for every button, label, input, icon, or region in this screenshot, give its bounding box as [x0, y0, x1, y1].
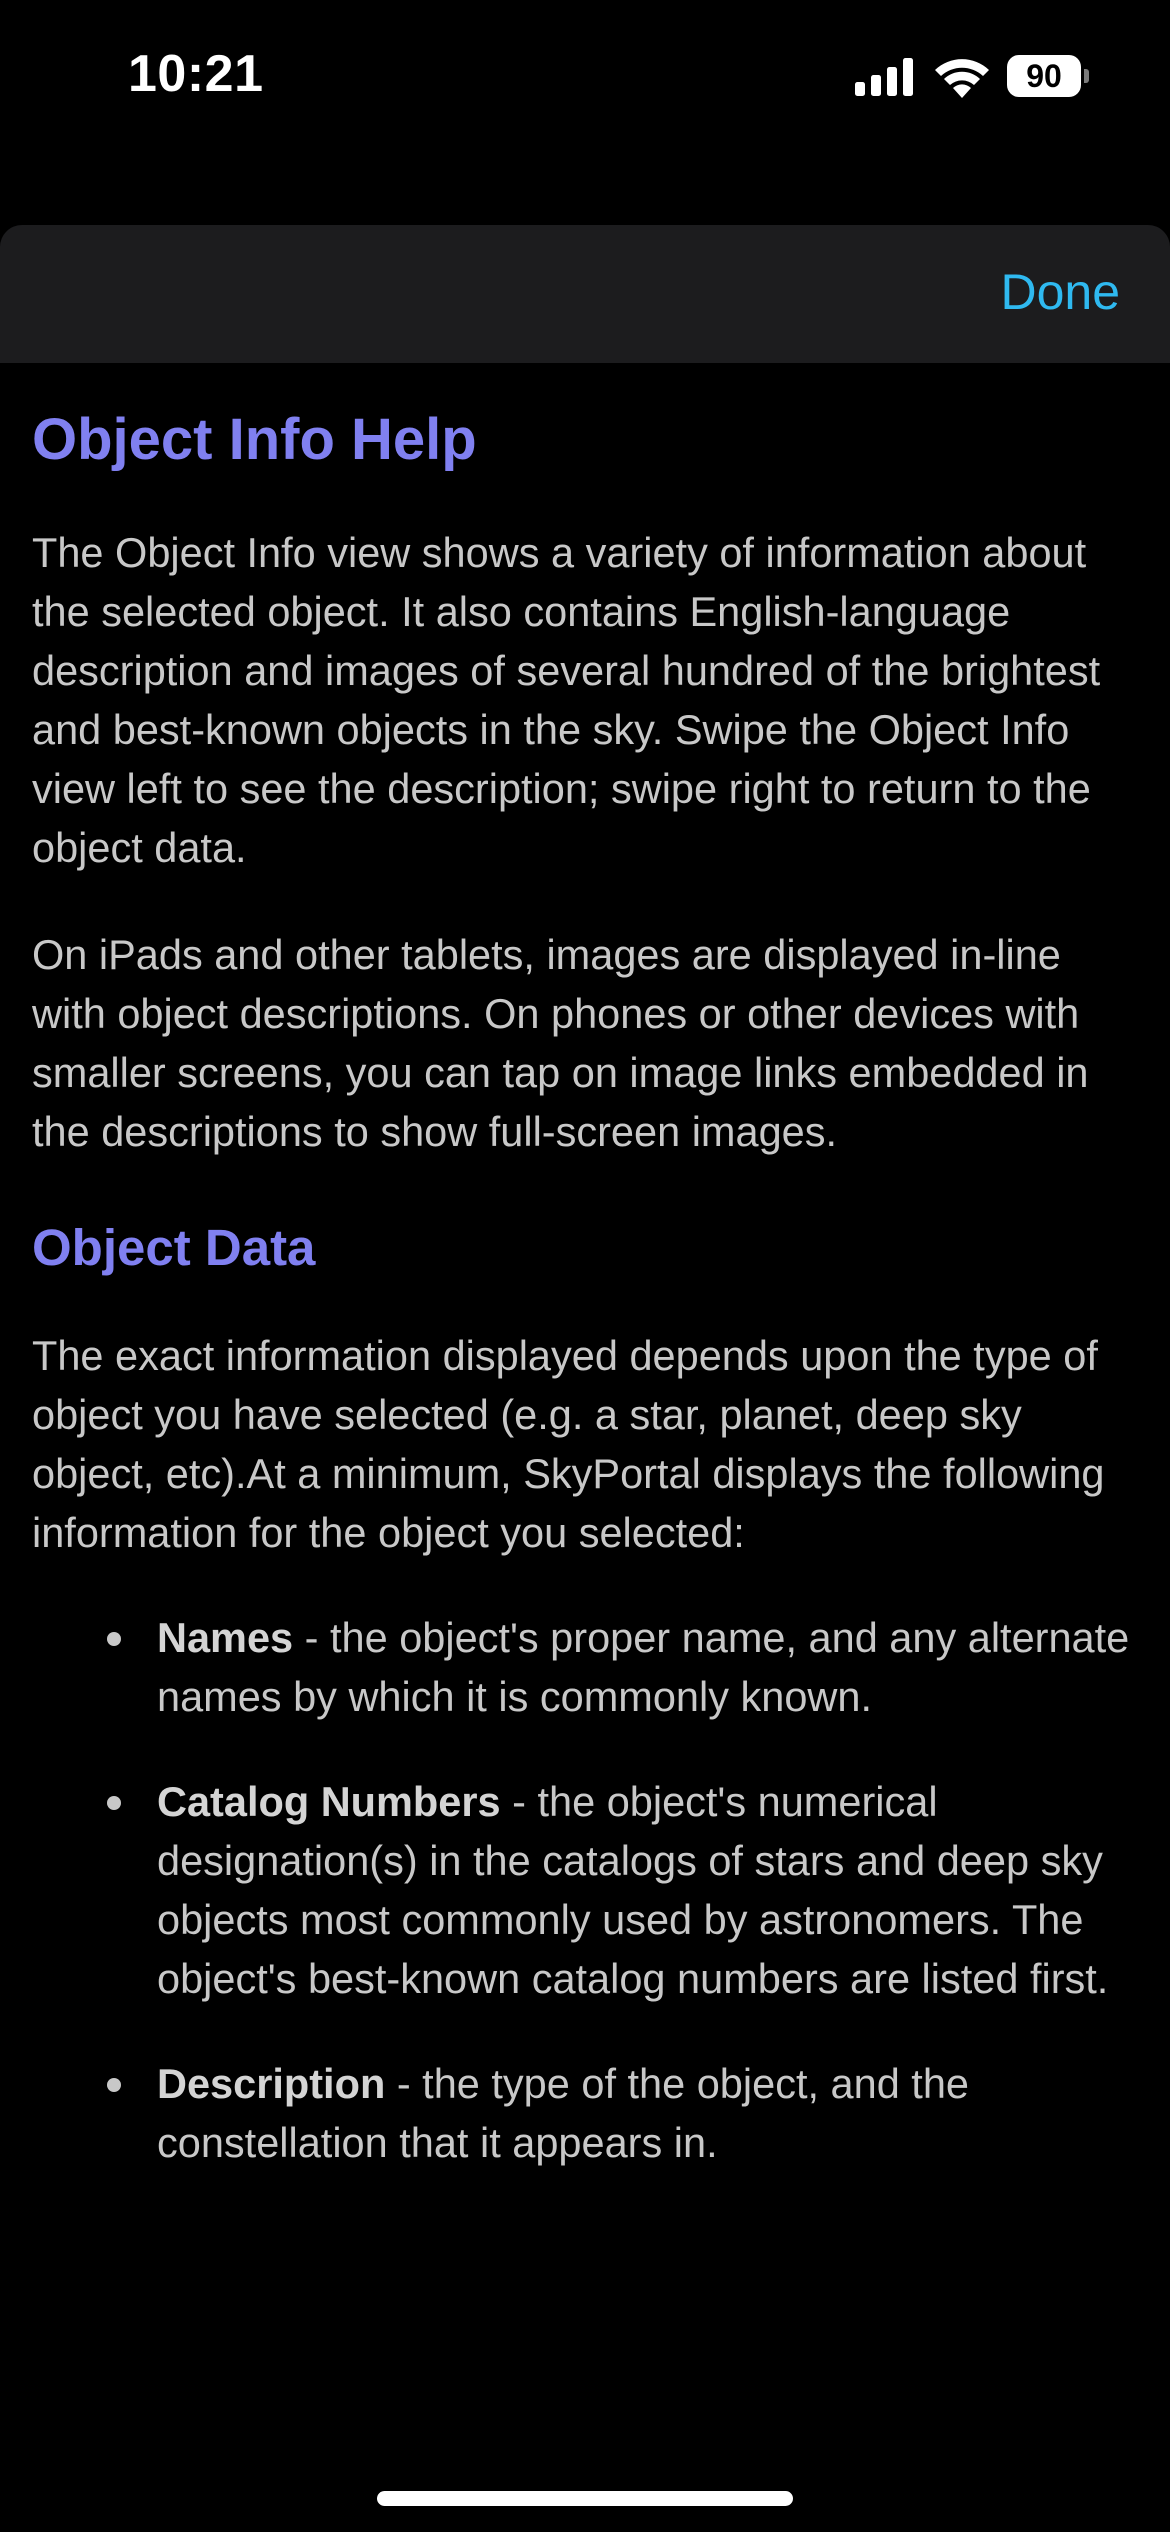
help-content[interactable]	[32, 363, 1142, 2513]
done-button[interactable]: Done	[1000, 264, 1120, 320]
signal-icon	[855, 58, 915, 96]
help-sheet	[0, 225, 1170, 2532]
battery-tip	[1084, 69, 1089, 83]
list-item	[157, 2054, 1142, 2172]
list-item	[157, 1608, 1142, 1726]
status-time: 10:21	[128, 45, 264, 103]
battery-level: 90	[1026, 58, 1062, 94]
section-paragraph: The exact information displayed depends upon the type of object you have selected (e.g. a star, planet, deep sky object, etc).At a minimum, SkyPortal displays the following information for the object you selected:	[32, 1331, 1105, 1556]
status-bar	[0, 0, 1170, 150]
home-indicator[interactable]	[377, 2491, 793, 2506]
wifi-icon	[933, 54, 991, 98]
battery-icon	[1007, 55, 1091, 99]
object-data-list	[32, 1608, 1142, 2172]
list-item-text: - the object's proper name, and any alternate names by which it is commonly known.	[157, 1613, 1130, 1720]
section-title-object-data: Object Data	[32, 1218, 316, 1276]
nav-bar	[0, 225, 1170, 363]
page-title: Object Info Help	[32, 407, 477, 472]
list-item	[157, 1772, 1142, 2008]
list-item-term: Catalog Numbers	[157, 1777, 501, 1825]
list-item-text: - the type of the object, and the constellation that it appears in.	[157, 2059, 969, 2166]
list-item-term: Names	[157, 1613, 294, 1661]
list-item-term: Description	[157, 2059, 386, 2107]
intro-paragraph-2: On iPads and other tablets, images are displayed in-line with object descriptions. On phones or other devices with smaller screens, you can tap on image links embedded in the descriptions to show full-screen images.	[32, 930, 1089, 1155]
list-item-text: - the object's numerical designation(s) in the catalogs of stars and deep sky objects most commonly used by astronomers. The object's best-known catalog numbers are listed first.	[157, 1777, 1109, 2002]
intro-paragraph-1: The Object Info view shows a variety of information about the selected object. It also contains English-language description and images of several hundred of the brightest and best-known objects in the sky. Swipe the Object Info view left to see the description; swipe right to return to the object data.	[32, 528, 1101, 871]
